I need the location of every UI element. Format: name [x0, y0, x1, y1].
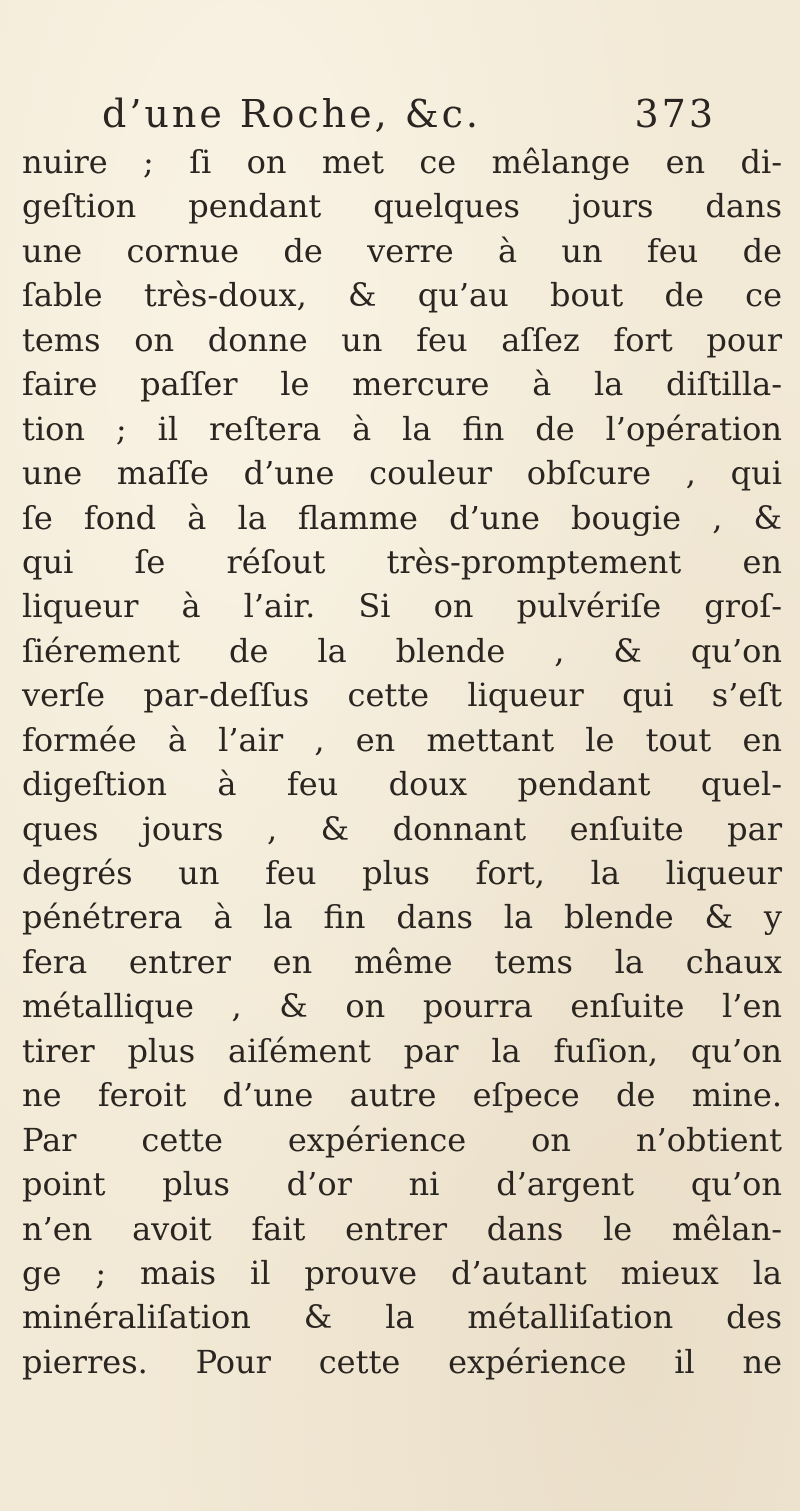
text-line: pierres. Pour cette expérience il ne	[22, 1342, 782, 1381]
text-line: ques jours , & donnant enſuite par	[22, 809, 782, 848]
text-line: n’en avoit fait entrer dans le mêlan-	[22, 1209, 782, 1248]
text-line: point plus d’or ni d’argent qu’on	[22, 1165, 782, 1204]
text-line: ſe fond à la flamme d’une bougie , &	[22, 498, 782, 537]
text-line: faire paſſer le mercure à la diſtilla-	[22, 365, 782, 404]
text-line: digeſtion à feu doux pendant quel-	[22, 765, 782, 804]
text-line: ſiérement de la blende , & qu’on	[22, 631, 782, 670]
text-line: tirer plus aiſément par la fuſion, qu’on	[22, 1031, 782, 1070]
text-line: minéraliſation & la métalliſation des	[22, 1298, 782, 1337]
text-line: ſable très-doux, & qu’au bout de ce	[22, 276, 782, 315]
body-text	[22, 140, 782, 1384]
text-line: tems on donne un feu aſſez fort pour	[22, 320, 782, 359]
text-line: formée à l’air , en mettant le tout en	[22, 720, 782, 759]
page-number: 373	[634, 92, 716, 136]
text-line: degrés un feu plus fort, la liqueur	[22, 854, 782, 892]
text-line: tion ; il reſtera à la fin de l’opération	[22, 409, 782, 448]
text-line: une maſſe d’une couleur obſcure , qui	[22, 454, 782, 493]
text-line: fera entrer en même tems la chaux	[22, 942, 782, 981]
text-line: une cornue de verre à un feu de	[22, 231, 782, 270]
text-line: ne feroit d’une autre eſpece de mine.	[22, 1076, 782, 1115]
text-line: verſe par-deſſus cette liqueur qui s’eſt	[22, 676, 782, 715]
text-line: pénétrera à la fin dans la blende & y	[22, 898, 782, 937]
running-header	[102, 92, 716, 142]
text-line: Par cette expérience on n’obtient	[22, 1120, 782, 1159]
text-line: métallique , & on pourra enſuite l’en	[22, 987, 782, 1026]
text-line: geſtion pendant quelques jours dans	[22, 187, 782, 226]
text-line: qui ſe réſout très-promptement en	[22, 542, 782, 581]
text-line: nuire ; ſi on met ce mêlange en di-	[22, 143, 782, 181]
running-title: d’une Roche, &c.	[102, 92, 481, 136]
text-line: liqueur à l’air. Si on pulvériſe groſ-	[22, 587, 782, 626]
text-line: ge ; mais il prouve d’autant mieux la	[22, 1253, 782, 1292]
